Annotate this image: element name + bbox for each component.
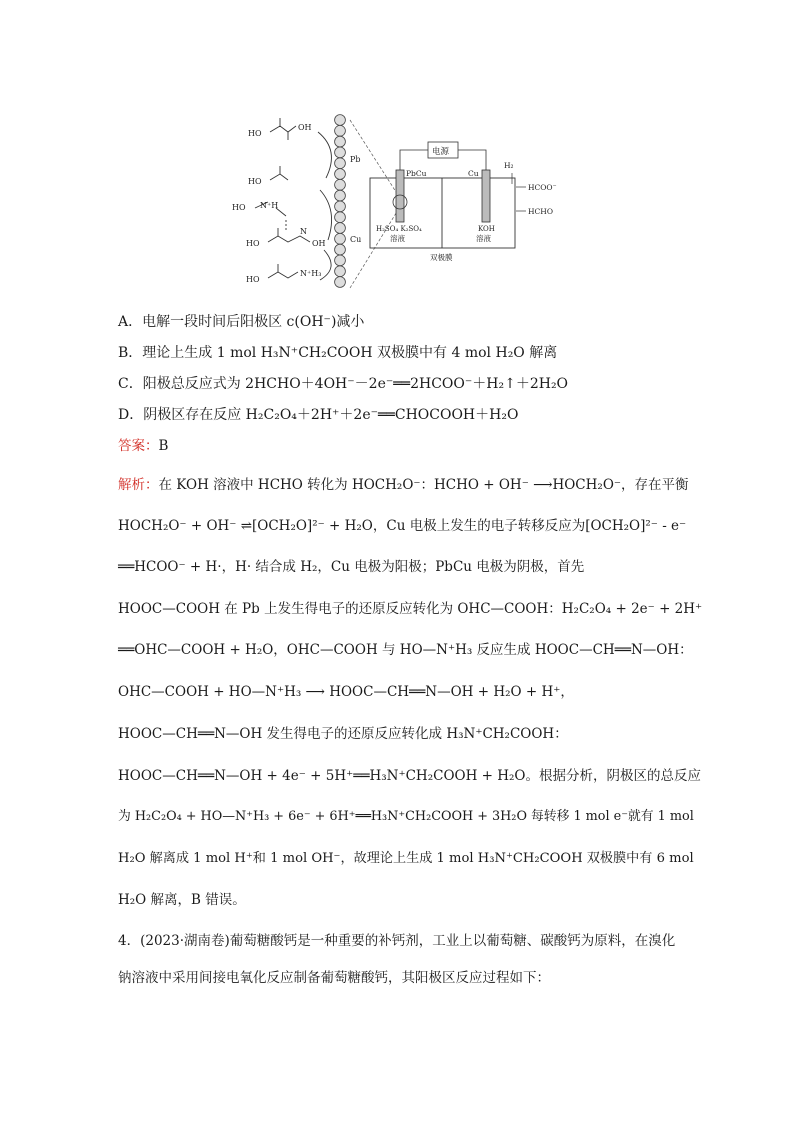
mol-nh: N⁺H [260,201,279,210]
pb-label: Pb [350,155,361,164]
mol-ho-5: HO [246,275,260,284]
answer-line [118,437,168,455]
hcho-label: HCHO [528,207,553,216]
mol-ho-1: HO [248,129,262,138]
answer-label: 答案： [118,438,159,454]
analysis-line-6: OHC—COOH + HO—N⁺H₃ ⟶ HOOC—CH══N—OH + H₂O + H⁺， [118,684,574,700]
sol-left-1: H₂SO₄ K₂SO₄ [376,225,422,233]
electrode-sphere [335,223,346,234]
electrode-sphere [335,179,346,190]
analysis-line-7: HOOC—CH══N—OH 发生得电子的还原反应转化成 H₃N⁺CH₂COOH： [118,726,568,742]
option-c: C．阳极总反应式为 2HCHO＋4OH⁻－2e⁻══2HCOO⁻＋H₂↑＋2H₂O [118,376,569,392]
analysis-line-2: HOCH₂O⁻ + OH⁻ ⇌[OCH₂O]²⁻ + H₂O，Cu 电极上发生的电子转移反应为[OCH₂O]²⁻ - e⁻ [118,518,687,534]
electrolysis-diagram [230,110,570,295]
electrode-spheres [335,115,346,288]
question-4-line-1: 4．(2023·湖南卷)葡萄糖酸钙是一种重要的补钙剂，工业上以葡萄糖、碳酸钙为原料，在溴化 [118,933,676,949]
option-b: B．理论上生成 1 mol H₃N⁺CH₂COOH 双极膜中有 4 mol H₂O 解离 [118,345,558,361]
cu-electrode [482,170,490,222]
analysis-line-1 [118,476,689,494]
membrane-label: 双极膜 [430,253,453,262]
sol-right-1: KOH [478,225,495,233]
electrode-sphere [335,190,346,201]
hcoo-label: HCOO⁻ [528,183,557,192]
analysis-text-1: 在 KOH 溶液中 HCHO 转化为 HOCH₂O⁻：HCHO + OH⁻ ⟶HOCH₂O⁻，存在平衡 [158,477,689,493]
mol-ho-3: HO [232,203,246,212]
mol-ho-4: HO [246,239,260,248]
mol-oh-2: OH [312,239,326,248]
mol-nh3: N⁺H₃ [300,269,322,278]
electrode-sphere [335,125,346,136]
cu-label: Cu [350,235,362,244]
analysis-line-10: H₂O 解离成 1 mol H⁺和 1 mol OH⁻，故理论上生成 1 mol H₃N⁺CH₂COOH 双极膜中有 6 mol [118,851,694,866]
electrode-sphere [335,212,346,223]
electrode-sphere [335,266,346,277]
option-a: A．电解一段时间后阳极区 c(OH⁻)减小 [118,314,365,330]
pbcu-label: PbCu [406,169,427,178]
power-label: 电源 [432,147,450,157]
cu-electrode-label: Cu [468,169,479,178]
mol-n: N [300,227,307,236]
sol-right-2: 溶液 [476,234,491,243]
mol-ho-2: HO [248,177,262,186]
question-4-line-2: 钠溶液中采用间接电氧化反应制备葡萄糖酸钙，其阳极区反应过程如下： [118,970,550,986]
h2-label: H₂ [504,161,514,170]
sol-left-2: 溶液 [390,234,405,243]
analysis-line-3: ══HCOO⁻ + H·，H· 结合成 H₂，Cu 电极为阳极；PbCu 电极为阴极，首先 [118,559,585,575]
electrode-sphere [335,115,346,126]
analysis-line-11: H₂O 解离，B 错误。 [118,892,246,908]
electrolysis-svg [230,110,570,295]
electrode-sphere [335,233,346,244]
electrode-sphere [335,158,346,169]
mol-oh-1: OH [298,123,312,132]
analysis-line-9: 为 H₂C₂O₄ + HO—N⁺H₃ + 6e⁻ + 6H⁺══H₃N⁺CH₂COOH + 3H₂O 每转移 1 mol e⁻就有 1 mol [118,809,694,824]
electrode-sphere [335,136,346,147]
electrode-sphere [335,169,346,180]
electrode-sphere [335,201,346,212]
electrode-sphere [335,244,346,255]
answer-value: B [158,438,169,454]
analysis-line-5: ══OHC—COOH + H₂O，OHC—COOH 与 HO—N⁺H₃ 反应生成 HOOC—CH══N—OH： [118,642,693,658]
analysis-line-4: HOOC—COOH 在 Pb 上发生得电子的还原反应转化为 OHC—COOH：H₂C₂O₄ + 2e⁻ + 2H⁺ [118,601,703,617]
option-d: D．阴极区存在反应 H₂C₂O₄＋2H⁺＋2e⁻══CHOCOOH＋H₂O [118,407,519,423]
electrode-sphere [335,147,346,158]
electrode-sphere [335,255,346,266]
analysis-label: 解析： [118,477,159,493]
analysis-line-8: HOOC—CH══N—OH + 4e⁻ + 5H⁺══H₃N⁺CH₂COOH + H₂O。根据分析，阴极区的总反应 [118,768,702,784]
electrode-sphere [335,277,346,288]
